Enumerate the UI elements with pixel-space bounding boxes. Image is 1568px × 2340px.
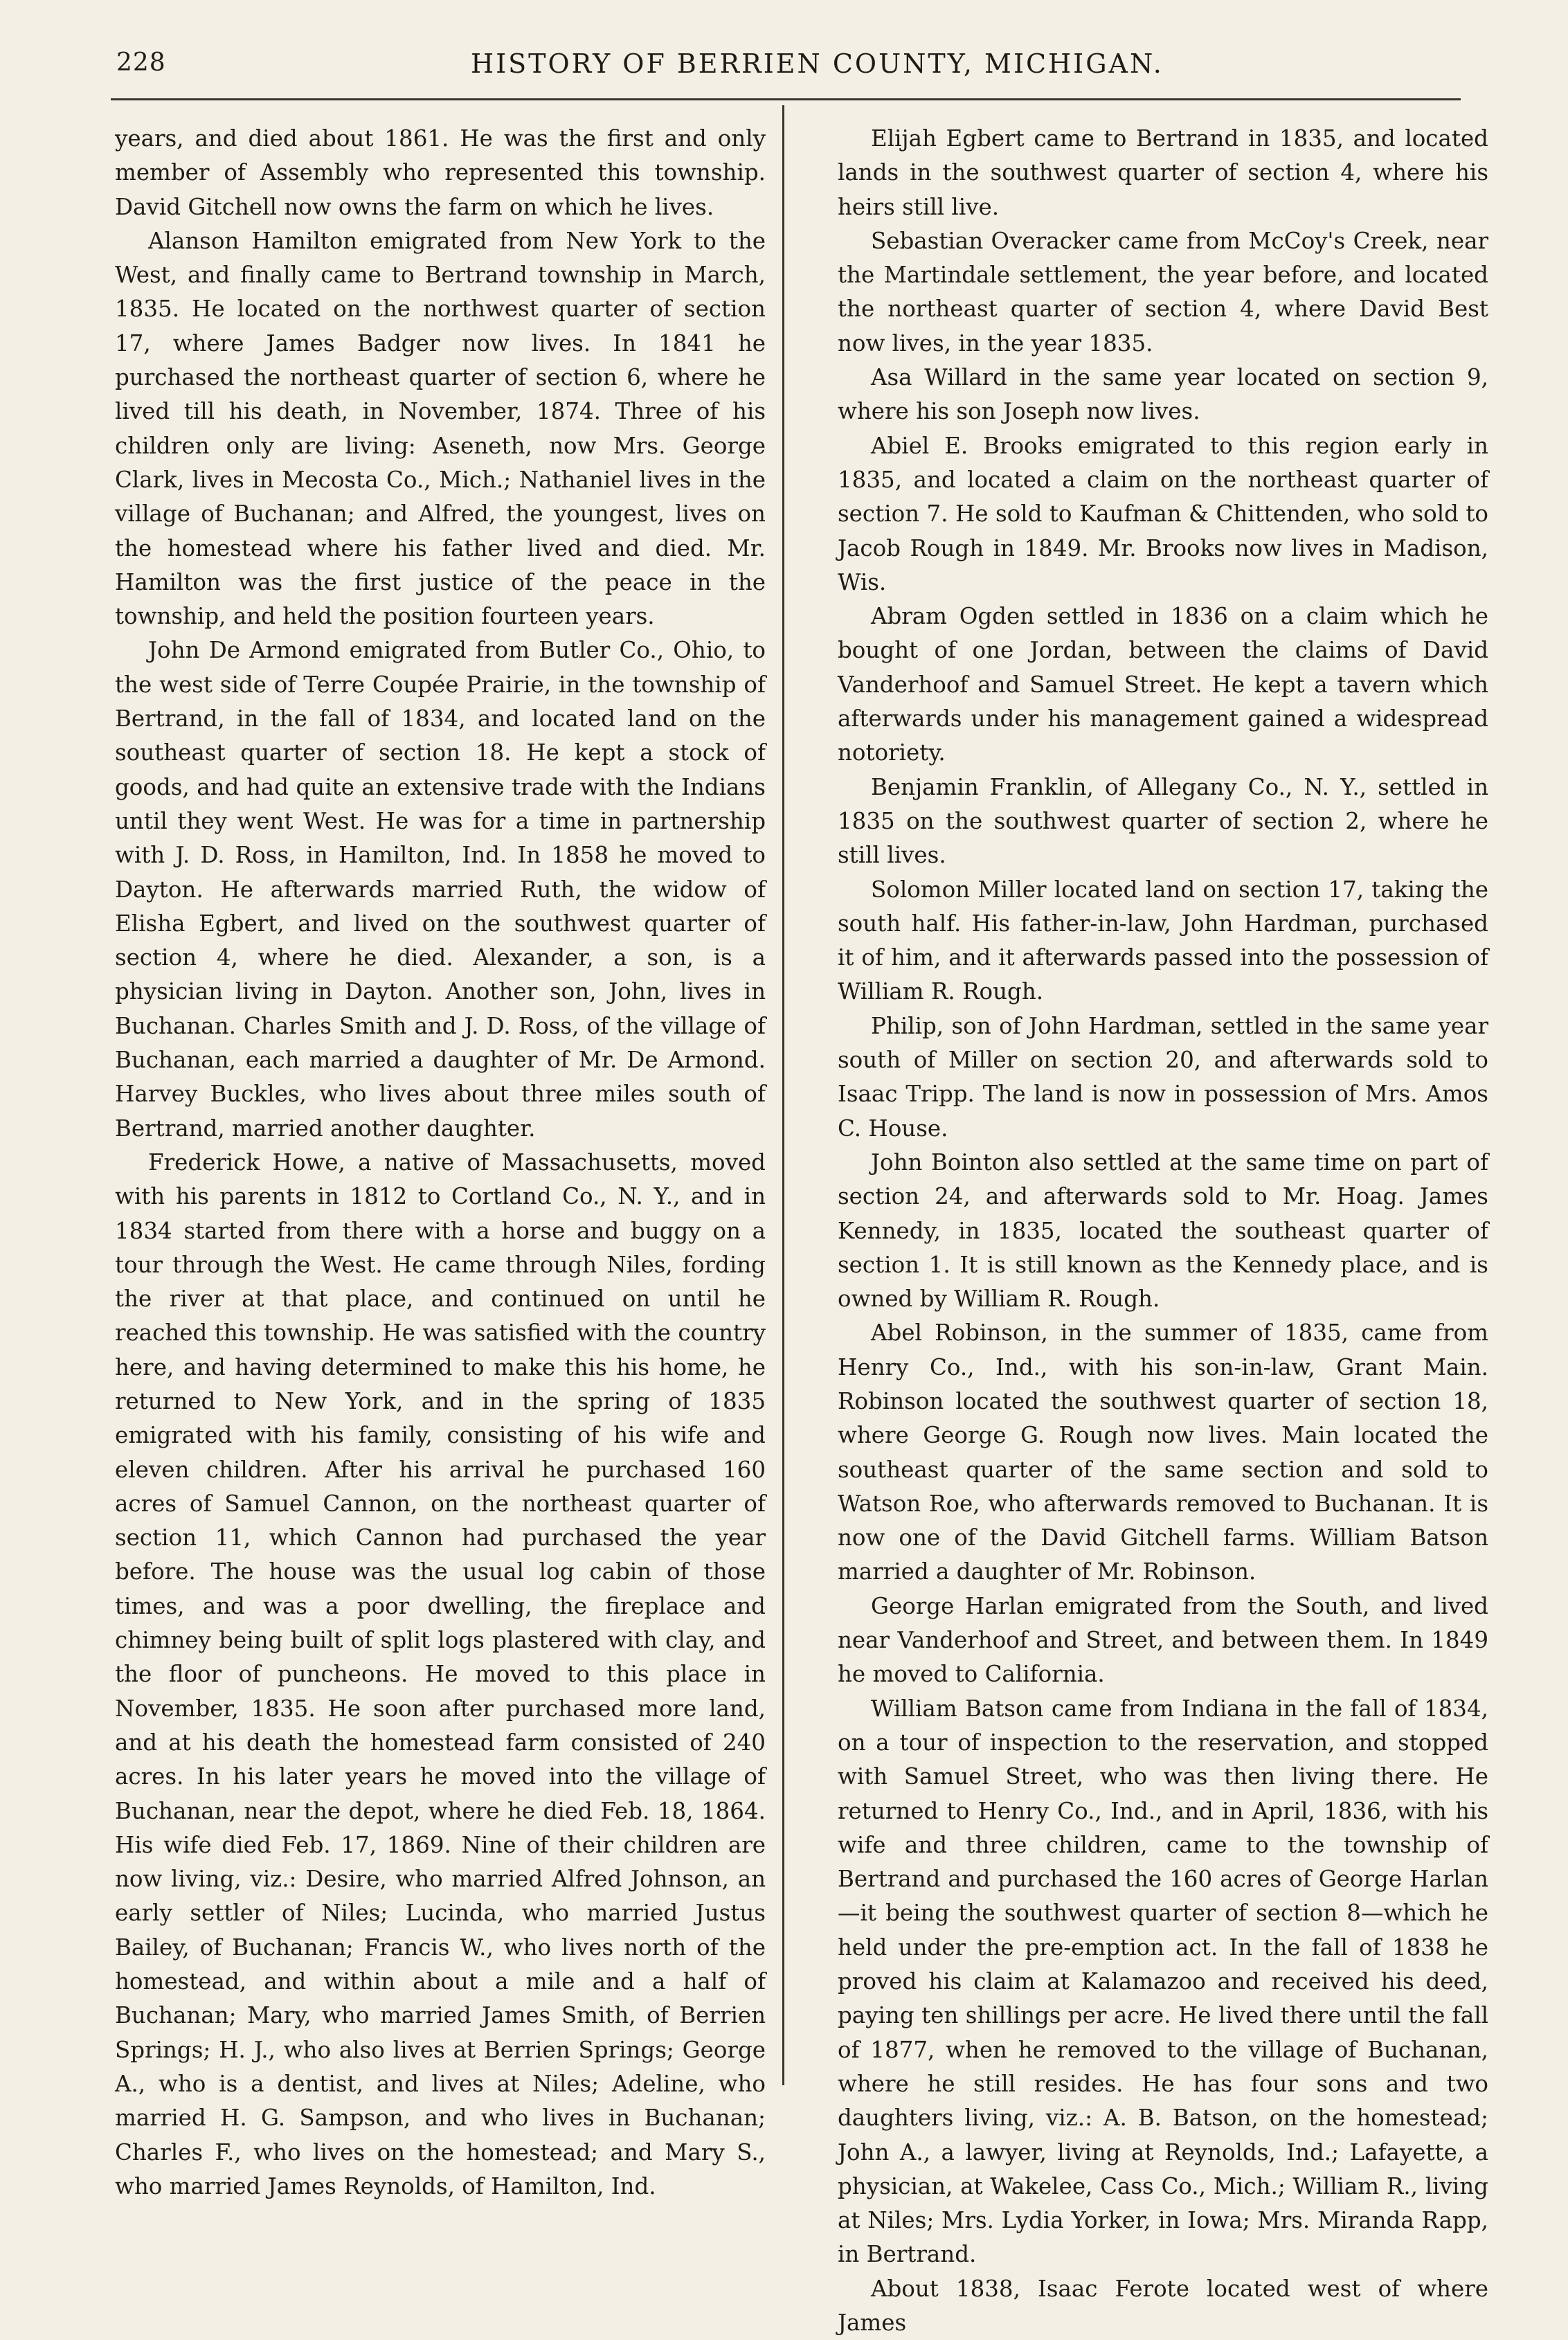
paragraph: Solomon Miller located land on section 17, taking the south half. His father-in-law, John Hardman, purchased it of him, and it afterwards passed into the possession of William R. Rough. [838, 876, 1488, 1005]
paragraph: Alanson Hamilton emigrated from New York to the West, and finally came to Bertrand township in March, 1835. He located on the northwest quarter of section 17, where James Badger now lives. In 1841 he purchased the northeast quarter of section 6, where he lived till his death, in November, 1874. Three of his children only are living: Aseneth, now Mrs. George Clark, lives in Mecosta Co., Mich.; Nathaniel lives in the village of Buchanan; and Alfred, the youngest, lives on the homestead where his father lived and died. Mr. Hamilton was the first justice of the peace in the township, and held the position fourteen years. [115, 227, 766, 630]
paragraph: Frederick Howe, a native of Massachusetts, moved with his parents in 1812 to Cortland Co., N. Y., and in 1834 started from there with a horse and buggy on a tour through the West. He came through Niles, fording the river at that place, and continued on until he reached this township. He was satisfied with the country here, and having determined to make this his home, he returned to New York, and in the spring of 1835 emigrated with his family, consisting of his wife and eleven children. After his arrival he purchased 160 acres of Samuel Cannon, on the northeast quarter of section 11, which Cannon had purchased the year before. The house was the usual log cabin of those times, and was a poor dwelling, the fireplace and chimney being built of split logs plastered with clay, and the floor of puncheons. He moved to this place in November, 1835. He soon after purchased more land, and at his death the homestead farm consisted of 240 acres. In his later years he moved into the village of Buchanan, near the depot, where he died Feb. 18, 1864. His wife died Feb. 17, 1869. Nine of their children are now living, viz.: Desire, who married Alfred Johnson, an early settler of Niles; Lucinda, who married Justus Bailey, of Buchanan; Francis W., who lives north of the homestead, and within about a mile and a half of Buchanan; Mary, who married James Smith, of Berrien Springs; H. J., who also lives at Berrien Springs; George A., who is a dentist, and lives at Niles; Adeline, who married H. G. Sampson, and who lives in Buchanan; Charles F., who lives on the homestead; and Mary S., who married James Reynolds, of Hamilton, Ind. [115, 1149, 766, 2199]
page-number: 228 [116, 48, 166, 77]
paragraph: Benjamin Franklin, of Allegany Co., N. Y., settled in 1835 on the southwest quarter of section 2, where he still lives. [838, 773, 1488, 869]
paragraph: Abram Ogden settled in 1836 on a claim which he bought of one Jordan, between the claims of David Vanderhoof and Samuel Street. He kept a tavern which afterwards under his management gained a widespread notoriety. [838, 603, 1488, 766]
paragraph: John Bointon also settled at the same time on part of section 24, and afterwards sold to Mr. Hoag. James Kennedy, in 1835, located the southeast quarter of section 1. It is still known as the Kennedy place, and is owned by William R. Rough. [838, 1149, 1488, 1313]
paragraph: George Harlan emigrated from the South, and lived near Vanderhoof and Street, and between them. In 1849 he moved to California. [838, 1592, 1488, 1688]
paragraph: Abel Robinson, in the summer of 1835, came from Henry Co., Ind., with his son-in-law, Grant Main. Robinson located the southwest quarter of section 18, where George G. Rough now lives. Main located the southeast quarter of the same section and sold to Watson Roe, who afterwards removed to Buchanan. It is now one of the David Gitchell farms. William Batson married a daughter of Mr. Robinson. [838, 1320, 1488, 1585]
page-header [0, 43, 1568, 91]
right-column [838, 122, 1488, 2340]
paragraph: Sebastian Overacker came from McCoy's Creek, near the Martindale settlement, the year before, and located the northeast quarter of section 4, where David Best now lives, in the year 1835. [838, 227, 1488, 357]
paragraph: William Batson came from Indiana in the fall of 1834, on a tour of inspection to the reservation, and stopped with Samuel Street, who was then living there. He returned to Henry Co., Ind., and in April, 1836, with his wife and three children, came to the township of Bertrand and purchased the 160 acres of George Harlan—it being the southwest quarter of section 8—which he held under the pre-emption act. In the fall of 1838 he proved his claim at Kalamazoo and received his deed, paying ten shillings per acre. He lived there until the fall of 1877, when he removed to the village of Buchanan, where he still resides. He has four sons and two daughters living, viz.: A. B. Batson, on the homestead; John A., a lawyer, living at Reynolds, Ind.; Lafayette, a physician, at Wakelee, Cass Co., Mich.; William R., living at Niles; Mrs. Lydia Yorker, in Iowa; Mrs. Miranda Rapp, in Bertrand. [838, 1695, 1488, 2268]
paragraph: Elijah Egbert came to Bertrand in 1835, and located lands in the southwest quarter of section 4, where his heirs still live. [838, 125, 1488, 220]
paragraph: Philip, son of John Hardman, settled in the same year south of Miller on section 20, and afterwards sold to Isaac Tripp. The land is now in possession of Mrs. Amos C. House. [838, 1012, 1488, 1142]
running-title: HISTORY OF BERRIEN COUNTY, MICHIGAN. [471, 48, 1164, 79]
paragraph: About 1838, Isaac Ferote located west of where James [838, 2275, 1488, 2336]
column-divider [782, 105, 784, 2085]
paragraph: Asa Willard in the same year located on section 9, where his son Joseph now lives. [838, 364, 1488, 425]
paragraph: years, and died about 1861. He was the first and only member of Assembly who represented this township. David Gitchell now owns the farm on which he lives. [115, 125, 766, 220]
paragraph: Abiel E. Brooks emigrated to this region early in 1835, and located a claim on the northeast quarter of section 7. He sold to Kaufman & Chittenden, who sold to Jacob Rough in 1849. Mr. Brooks now lives in Madison, Wis. [838, 432, 1488, 595]
paragraph: John De Armond emigrated from Butler Co., Ohio, to the west side of Terre Coupée Prairie, in the township of Bertrand, in the fall of 1834, and located land on the southeast quarter of section 18. He kept a stock of goods, and had quite an extensive trade with the Indians until they went West. He was for a time in partnership with J. D. Ross, in Hamilton, Ind. In 1858 he moved to Dayton. He afterwards married Ruth, the widow of Elisha Egbert, and lived on the southwest quarter of section 4, where he died. Alexander, a son, is a physician living in Dayton. Another son, John, lives in Buchanan. Charles Smith and J. D. Ross, of the village of Buchanan, each married a daughter of Mr. De Armond. Harvey Buckles, who lives about three miles south of Bertrand, married another daughter. [115, 637, 766, 1142]
left-column [115, 122, 766, 2204]
header-rule [111, 98, 1461, 100]
